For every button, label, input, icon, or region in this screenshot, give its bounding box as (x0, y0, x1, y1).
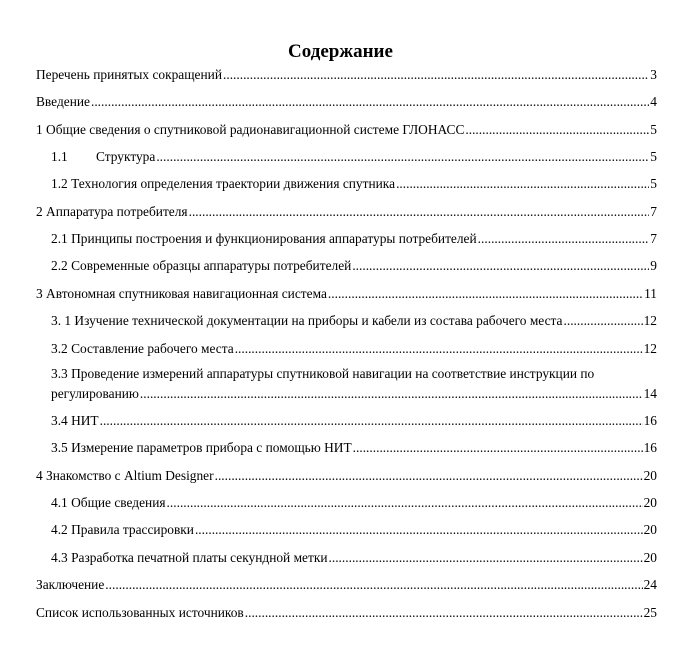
toc-entry[interactable] (51, 313, 657, 329)
toc-entry[interactable] (36, 122, 657, 138)
toc-entry[interactable] (36, 605, 657, 621)
toc-dot-leader (91, 94, 649, 110)
toc-entry[interactable] (51, 149, 657, 165)
toc-entry-text-line1[interactable]: 3.3 Проведение измерений аппаратуры спутниковой навигации на соответствие инструкции по (51, 366, 595, 381)
toc-entry[interactable] (51, 176, 657, 192)
toc-entry-text: Заключение (36, 577, 105, 592)
toc-entry-text: 2.1 Принципы построения и функционирования аппаратуры потребителей (51, 231, 477, 246)
toc-entry[interactable] (51, 495, 657, 511)
toc-dot-leader (353, 440, 643, 456)
toc-entry-page: 7 (650, 204, 657, 219)
toc-entry-page: 4 (650, 94, 657, 109)
toc-dot-leader (328, 286, 643, 302)
toc-dot-leader (235, 341, 643, 357)
toc-entry-page: 20 (643, 495, 657, 510)
toc-entry-page: 3 (650, 67, 657, 82)
toc-dot-leader (564, 313, 643, 329)
toc-entry-page: 16 (643, 440, 657, 455)
toc-entry-page: 9 (650, 258, 657, 273)
toc-entry[interactable] (51, 522, 657, 538)
toc-dot-leader (105, 577, 642, 593)
toc-entry[interactable] (36, 204, 657, 220)
toc-entry[interactable] (51, 386, 657, 402)
toc-entry-text: 3.2 Составление рабочего места (51, 341, 234, 356)
toc-entry[interactable] (51, 341, 657, 357)
toc-entry-page: 24 (643, 577, 657, 592)
toc-dot-leader (167, 495, 643, 511)
toc-dot-leader (215, 468, 643, 484)
toc-entry-page: 20 (643, 468, 657, 483)
toc-entry-text: 3 Автономная спутниковая навигационная система (36, 286, 327, 301)
toc-dot-leader (465, 122, 649, 138)
toc-entry[interactable] (51, 413, 657, 429)
toc-dot-leader (100, 413, 643, 429)
toc-entry-page: 20 (643, 550, 657, 565)
toc-entry-text: Структура (96, 149, 156, 164)
toc-dot-leader (189, 204, 650, 220)
toc-entry[interactable] (51, 258, 657, 274)
toc-entry[interactable] (36, 577, 657, 593)
toc-entry-page: 12 (643, 313, 657, 328)
toc-entry-text: 4.3 Разработка печатной платы секундной метки (51, 550, 328, 565)
toc-entry-page: 14 (643, 386, 657, 401)
toc-entry[interactable] (51, 550, 657, 566)
toc-entry-text: Введение (36, 94, 90, 109)
toc-entry-text: 4 Знакомство с Altium Designer (36, 468, 214, 483)
toc-entry-page: 5 (650, 176, 657, 191)
toc-dot-leader (140, 386, 643, 402)
toc-entry-page: 12 (643, 341, 657, 356)
toc-entry-number: 1.1 (51, 149, 68, 164)
page-title: Содержание (288, 41, 393, 62)
toc-dot-leader (329, 550, 643, 566)
toc-entry[interactable] (51, 231, 657, 247)
toc-entry-text: 1.2 Технология определения траектории движения спутника (51, 176, 396, 191)
toc-entry-text: 4.1 Общие сведения (51, 495, 166, 510)
toc-dot-leader (156, 149, 649, 165)
toc-entry-text: 2 Аппаратура потребителя (36, 204, 188, 219)
toc-dot-leader (245, 605, 643, 621)
toc-entry-page: 16 (643, 413, 657, 428)
toc-entry-text: 3.5 Измерение параметров прибора с помощью НИТ (51, 440, 352, 455)
toc-entry-label (51, 149, 155, 165)
toc-entry-text: 1 Общие сведения о спутниковой радионавигационной системе ГЛОНАСС (36, 122, 465, 137)
toc-dot-leader (195, 522, 643, 538)
toc-entry-text: 2.2 Современные образцы аппаратуры потребителей (51, 258, 352, 273)
toc-entry-page: 5 (650, 149, 657, 164)
toc-entry-text: 3. 1 Изучение технической документации на приборы и кабели из состава рабочего места (51, 313, 563, 328)
toc-entry[interactable] (51, 440, 657, 456)
toc-entry-page: 25 (643, 605, 657, 620)
toc-entry-text: Список использованных источников (36, 605, 244, 620)
toc-entry-page: 20 (643, 522, 657, 537)
toc-entry-page: 5 (650, 122, 657, 137)
toc-dot-leader (396, 176, 649, 192)
toc-entry-text: регулированию (51, 386, 139, 401)
toc-entry-text: 4.2 Правила трассировки (51, 522, 194, 537)
toc-entry-page: 7 (650, 231, 657, 246)
toc-dot-leader (478, 231, 650, 247)
toc-entry[interactable] (36, 286, 657, 302)
toc-dot-leader (223, 67, 649, 83)
toc-entry[interactable] (36, 94, 657, 110)
toc-entry[interactable] (36, 67, 657, 83)
toc-entry[interactable] (36, 468, 657, 484)
toc-entry-text: Перечень принятых сокращений (36, 67, 222, 82)
toc-entry-text: 3.4 НИТ (51, 413, 99, 428)
toc-dot-leader (352, 258, 649, 274)
toc-entry-page: 11 (644, 286, 657, 301)
